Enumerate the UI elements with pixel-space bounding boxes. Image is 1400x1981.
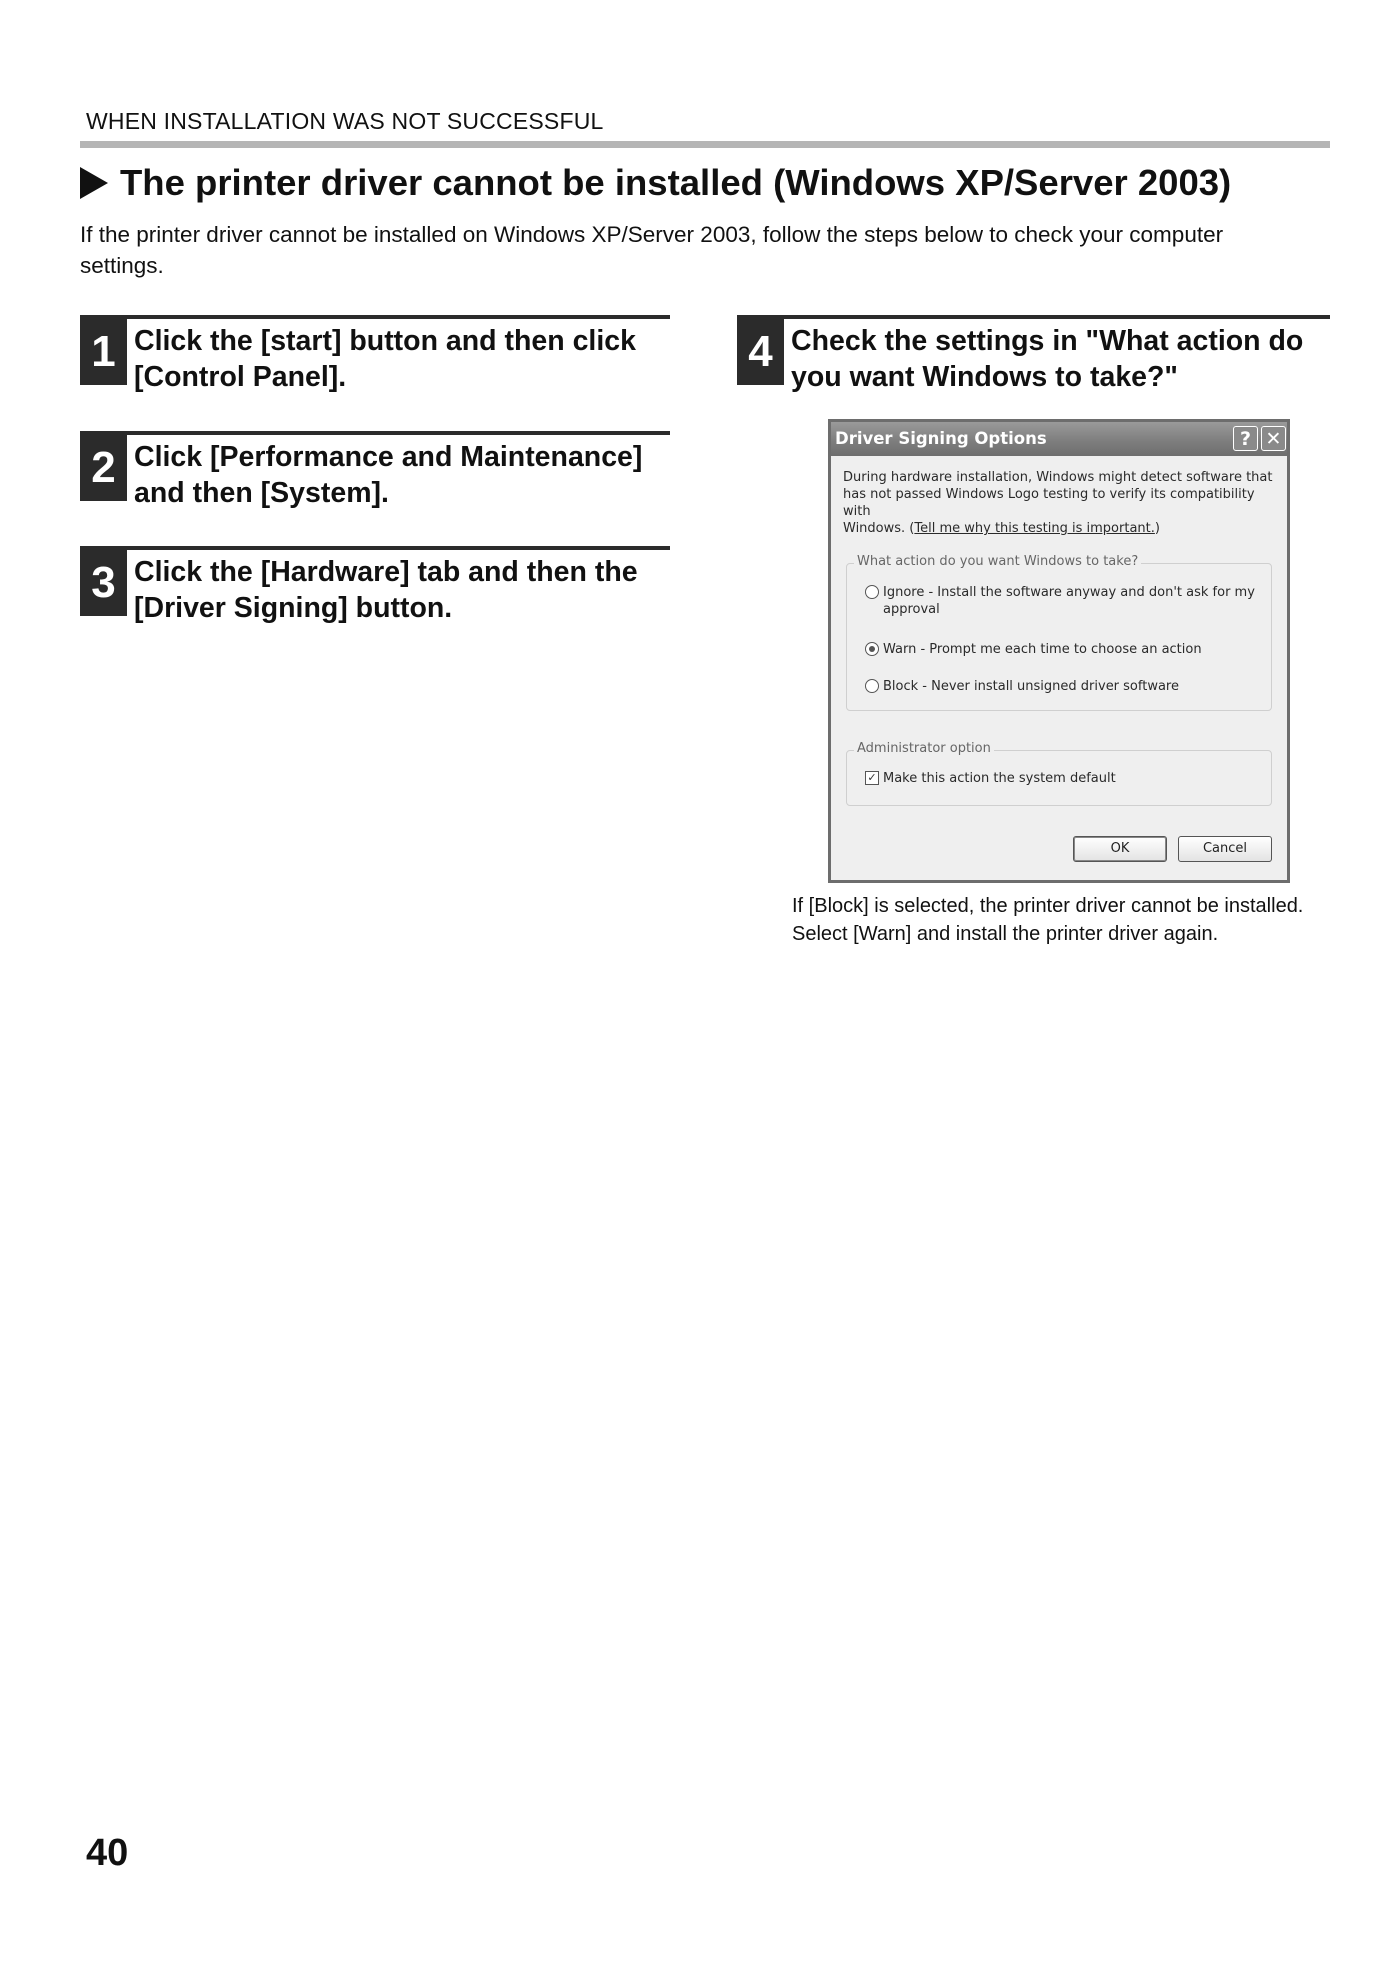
- help-icon[interactable]: ?: [1233, 426, 1258, 451]
- step-number: 3: [80, 550, 127, 616]
- block-warning-note: [792, 892, 1303, 948]
- close-icon[interactable]: ✕: [1261, 426, 1286, 451]
- action-group-label: What action do you want Windows to take?: [854, 554, 1141, 569]
- warn-label: Warn - Prompt me each time to choose an action: [883, 642, 1202, 657]
- step-text-line-1: Click the [Hardware] tab and then the: [134, 556, 638, 588]
- triangle-bullet-icon: [80, 167, 108, 199]
- ignore-label-line-1: Ignore - Install the software anyway and don't ask for my: [883, 585, 1255, 600]
- block-radio[interactable]: [865, 679, 879, 693]
- step-number: 2: [80, 435, 127, 501]
- dialog-desc-line-3: [843, 520, 1273, 537]
- step-text: [134, 554, 638, 626]
- section-label: WHEN INSTALLATION WAS NOT SUCCESSFUL: [86, 108, 604, 134]
- page-title: The printer driver cannot be installed (Windows XP/Server 2003): [120, 162, 1232, 203]
- admin-group-label: Administrator option: [854, 741, 994, 756]
- driver-signing-dialog: [828, 419, 1290, 883]
- step-number: 4: [737, 319, 784, 385]
- note-line-2: Select [Warn] and install the printer driver again.: [792, 923, 1219, 945]
- system-default-checkbox[interactable]: ✓: [865, 771, 879, 785]
- system-default-option[interactable]: [865, 770, 1116, 787]
- intro-line-1: If the printer driver cannot be installed on Windows XP/Server 2003, follow the steps below to check your computer: [80, 222, 1224, 247]
- dialog-description: [843, 469, 1273, 537]
- header-rule: [80, 141, 1330, 148]
- step-rule: [80, 431, 670, 435]
- step-text-line-2: and then [System].: [134, 477, 389, 509]
- dialog-title: Driver Signing Options: [835, 429, 1047, 448]
- ignore-label-line-2: approval: [883, 602, 940, 617]
- dialog-desc-suffix: ): [1154, 521, 1160, 536]
- dialog-desc-prefix: Windows. (: [843, 521, 915, 536]
- step-text-line-2: [Driver Signing] button.: [134, 592, 453, 624]
- step-number: 1: [80, 319, 127, 385]
- admin-groupbox: [846, 741, 1272, 806]
- ignore-radio[interactable]: [865, 585, 879, 599]
- step-rule: [80, 546, 670, 550]
- block-option[interactable]: [865, 678, 1179, 695]
- step-rule: [80, 315, 670, 319]
- cancel-button[interactable]: Cancel: [1178, 836, 1272, 862]
- page-number: 40: [86, 1832, 129, 1874]
- step-text-line-2: you want Windows to take?": [791, 361, 1178, 393]
- step-text: [134, 439, 642, 511]
- step-rule: [737, 315, 1330, 319]
- step-text-line-1: Click [Performance and Maintenance]: [134, 441, 643, 473]
- ignore-option[interactable]: [865, 584, 1255, 618]
- step-text: [791, 323, 1303, 395]
- step-text: [134, 323, 636, 395]
- dialog-desc-line-1: During hardware installation, Windows might detect software that: [843, 470, 1273, 485]
- note-line-1: If [Block] is selected, the printer driver cannot be installed.: [792, 895, 1304, 917]
- dialog-desc-line-2: has not passed Windows Logo testing to verify its compatibility with: [843, 487, 1255, 519]
- step-text-line-1: Click the [start] button and then click: [134, 325, 636, 357]
- intro-paragraph: [80, 219, 1330, 281]
- heading-row: [80, 162, 1231, 204]
- ok-button[interactable]: OK: [1073, 836, 1167, 862]
- ignore-label: [883, 584, 1255, 618]
- warn-option[interactable]: [865, 641, 1202, 658]
- dialog-body: [831, 456, 1287, 880]
- warn-radio[interactable]: [865, 642, 879, 656]
- action-groupbox: [846, 554, 1272, 711]
- system-default-label: Make this action the system default: [883, 771, 1116, 786]
- why-testing-link[interactable]: Tell me why this testing is important.: [914, 521, 1155, 536]
- dialog-titlebar: [831, 422, 1287, 456]
- block-label: Block - Never install unsigned driver software: [883, 679, 1179, 694]
- step-text-line-1: Check the settings in "What action do: [791, 325, 1304, 357]
- intro-line-2: settings.: [80, 253, 164, 278]
- step-text-line-2: [Control Panel].: [134, 361, 347, 393]
